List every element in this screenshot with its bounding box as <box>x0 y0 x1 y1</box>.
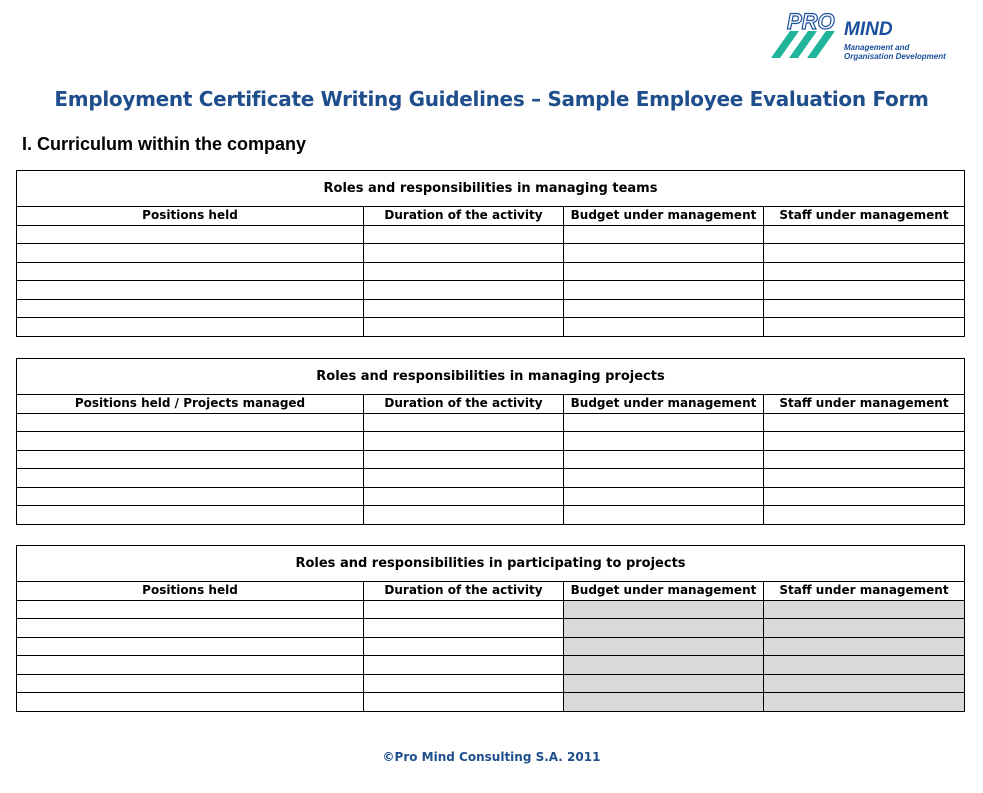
table-heading: Roles and responsibilities in managing projects <box>17 359 965 395</box>
promind-logo <box>768 8 958 64</box>
table-row <box>17 413 965 432</box>
entry-cell[interactable] <box>764 281 965 300</box>
entry-cell[interactable] <box>564 225 764 244</box>
entry-cell[interactable] <box>364 600 564 619</box>
entry-cell <box>764 693 965 712</box>
entry-cell[interactable] <box>17 469 364 488</box>
table-row <box>17 318 965 337</box>
entry-cell[interactable] <box>17 674 364 693</box>
table-row <box>17 674 965 693</box>
column-header: Duration of the activity <box>364 582 564 601</box>
column-header: Budget under management <box>564 582 764 601</box>
entry-cell[interactable] <box>364 225 564 244</box>
entry-cell[interactable] <box>764 244 965 263</box>
entry-cell[interactable] <box>364 299 564 318</box>
participating-projects-table <box>16 545 965 712</box>
column-header: Staff under management <box>764 395 965 414</box>
entry-cell[interactable] <box>564 432 764 451</box>
entry-cell[interactable] <box>764 469 965 488</box>
entry-cell[interactable] <box>364 674 564 693</box>
entry-cell <box>564 637 764 656</box>
entry-cell[interactable] <box>364 487 564 506</box>
column-header: Duration of the activity <box>364 207 564 226</box>
entry-cell[interactable] <box>17 600 364 619</box>
entry-cell[interactable] <box>17 637 364 656</box>
entry-cell[interactable] <box>364 469 564 488</box>
entry-cell[interactable] <box>17 244 364 263</box>
entry-cell <box>564 600 764 619</box>
table-row <box>17 432 965 451</box>
entry-cell[interactable] <box>764 487 965 506</box>
table-row <box>17 262 965 281</box>
managing-projects-table <box>16 358 965 525</box>
column-header: Budget under management <box>564 395 764 414</box>
table-row <box>17 656 965 675</box>
entry-cell[interactable] <box>364 637 564 656</box>
entry-cell[interactable] <box>764 506 965 525</box>
column-header: Positions held / Projects managed <box>17 395 364 414</box>
entry-cell[interactable] <box>17 432 364 451</box>
entry-cell[interactable] <box>17 619 364 638</box>
table-row <box>17 637 965 656</box>
table-row <box>17 600 965 619</box>
column-header: Positions held <box>17 582 364 601</box>
table-row <box>17 450 965 469</box>
entry-cell[interactable] <box>564 262 764 281</box>
table-row <box>17 469 965 488</box>
entry-cell[interactable] <box>764 432 965 451</box>
table-row <box>17 244 965 263</box>
entry-cell[interactable] <box>17 450 364 469</box>
table-heading: Roles and responsibilities in participating to projects <box>17 546 965 582</box>
entry-cell[interactable] <box>364 506 564 525</box>
entry-cell[interactable] <box>564 469 764 488</box>
entry-cell[interactable] <box>564 318 764 337</box>
table-row <box>17 506 965 525</box>
entry-cell[interactable] <box>564 450 764 469</box>
entry-cell <box>564 656 764 675</box>
entry-cell <box>764 674 965 693</box>
page-title: Employment Certificate Writing Guidelines – Sample Employee Evaluation Form <box>54 87 929 111</box>
entry-cell[interactable] <box>17 487 364 506</box>
entry-cell[interactable] <box>364 450 564 469</box>
copyright-footer: ©Pro Mind Consulting S.A. 2011 <box>382 750 601 764</box>
entry-cell[interactable] <box>364 413 564 432</box>
column-header: Duration of the activity <box>364 395 564 414</box>
entry-cell[interactable] <box>564 244 764 263</box>
column-header: Staff under management <box>764 207 965 226</box>
entry-cell[interactable] <box>17 318 364 337</box>
entry-cell <box>564 674 764 693</box>
table-heading: Roles and responsibilities in managing teams <box>17 171 965 207</box>
entry-cell[interactable] <box>17 299 364 318</box>
entry-cell <box>764 600 965 619</box>
logo-subtitle-line1: Management and <box>844 43 910 52</box>
entry-cell <box>764 619 965 638</box>
table-row <box>17 281 965 300</box>
entry-cell[interactable] <box>764 299 965 318</box>
table-row <box>17 487 965 506</box>
column-header: Budget under management <box>564 207 764 226</box>
entry-cell[interactable] <box>764 225 965 244</box>
entry-cell[interactable] <box>364 244 564 263</box>
logo-pro-text: PRO <box>787 9 835 34</box>
entry-cell[interactable] <box>564 413 764 432</box>
entry-cell[interactable] <box>17 656 364 675</box>
table-row <box>17 299 965 318</box>
entry-cell[interactable] <box>17 281 364 300</box>
entry-cell[interactable] <box>364 318 564 337</box>
entry-cell[interactable] <box>17 506 364 525</box>
entry-cell[interactable] <box>364 693 564 712</box>
entry-cell[interactable] <box>564 487 764 506</box>
table-row <box>17 225 965 244</box>
entry-cell[interactable] <box>17 262 364 281</box>
table-row <box>17 619 965 638</box>
entry-cell <box>764 656 965 675</box>
entry-cell[interactable] <box>564 281 764 300</box>
entry-cell[interactable] <box>17 413 364 432</box>
entry-cell[interactable] <box>764 262 965 281</box>
managing-teams-table <box>16 170 965 337</box>
entry-cell[interactable] <box>364 281 564 300</box>
entry-cell[interactable] <box>364 262 564 281</box>
entry-cell[interactable] <box>364 656 564 675</box>
entry-cell[interactable] <box>17 225 364 244</box>
entry-cell[interactable] <box>764 318 965 337</box>
entry-cell[interactable] <box>764 450 965 469</box>
entry-cell <box>564 619 764 638</box>
column-header: Positions held <box>17 207 364 226</box>
entry-cell[interactable] <box>17 693 364 712</box>
entry-cell[interactable] <box>564 299 764 318</box>
logo-subtitle-line2: Organisation Development <box>844 52 946 61</box>
entry-cell <box>764 637 965 656</box>
entry-cell[interactable] <box>364 432 564 451</box>
column-header: Staff under management <box>764 582 965 601</box>
entry-cell[interactable] <box>364 619 564 638</box>
section-heading: I. Curriculum within the company <box>22 134 307 154</box>
entry-cell[interactable] <box>764 413 965 432</box>
table-row <box>17 693 965 712</box>
entry-cell[interactable] <box>564 506 764 525</box>
logo-mind-text: MIND <box>844 19 893 40</box>
entry-cell <box>564 693 764 712</box>
